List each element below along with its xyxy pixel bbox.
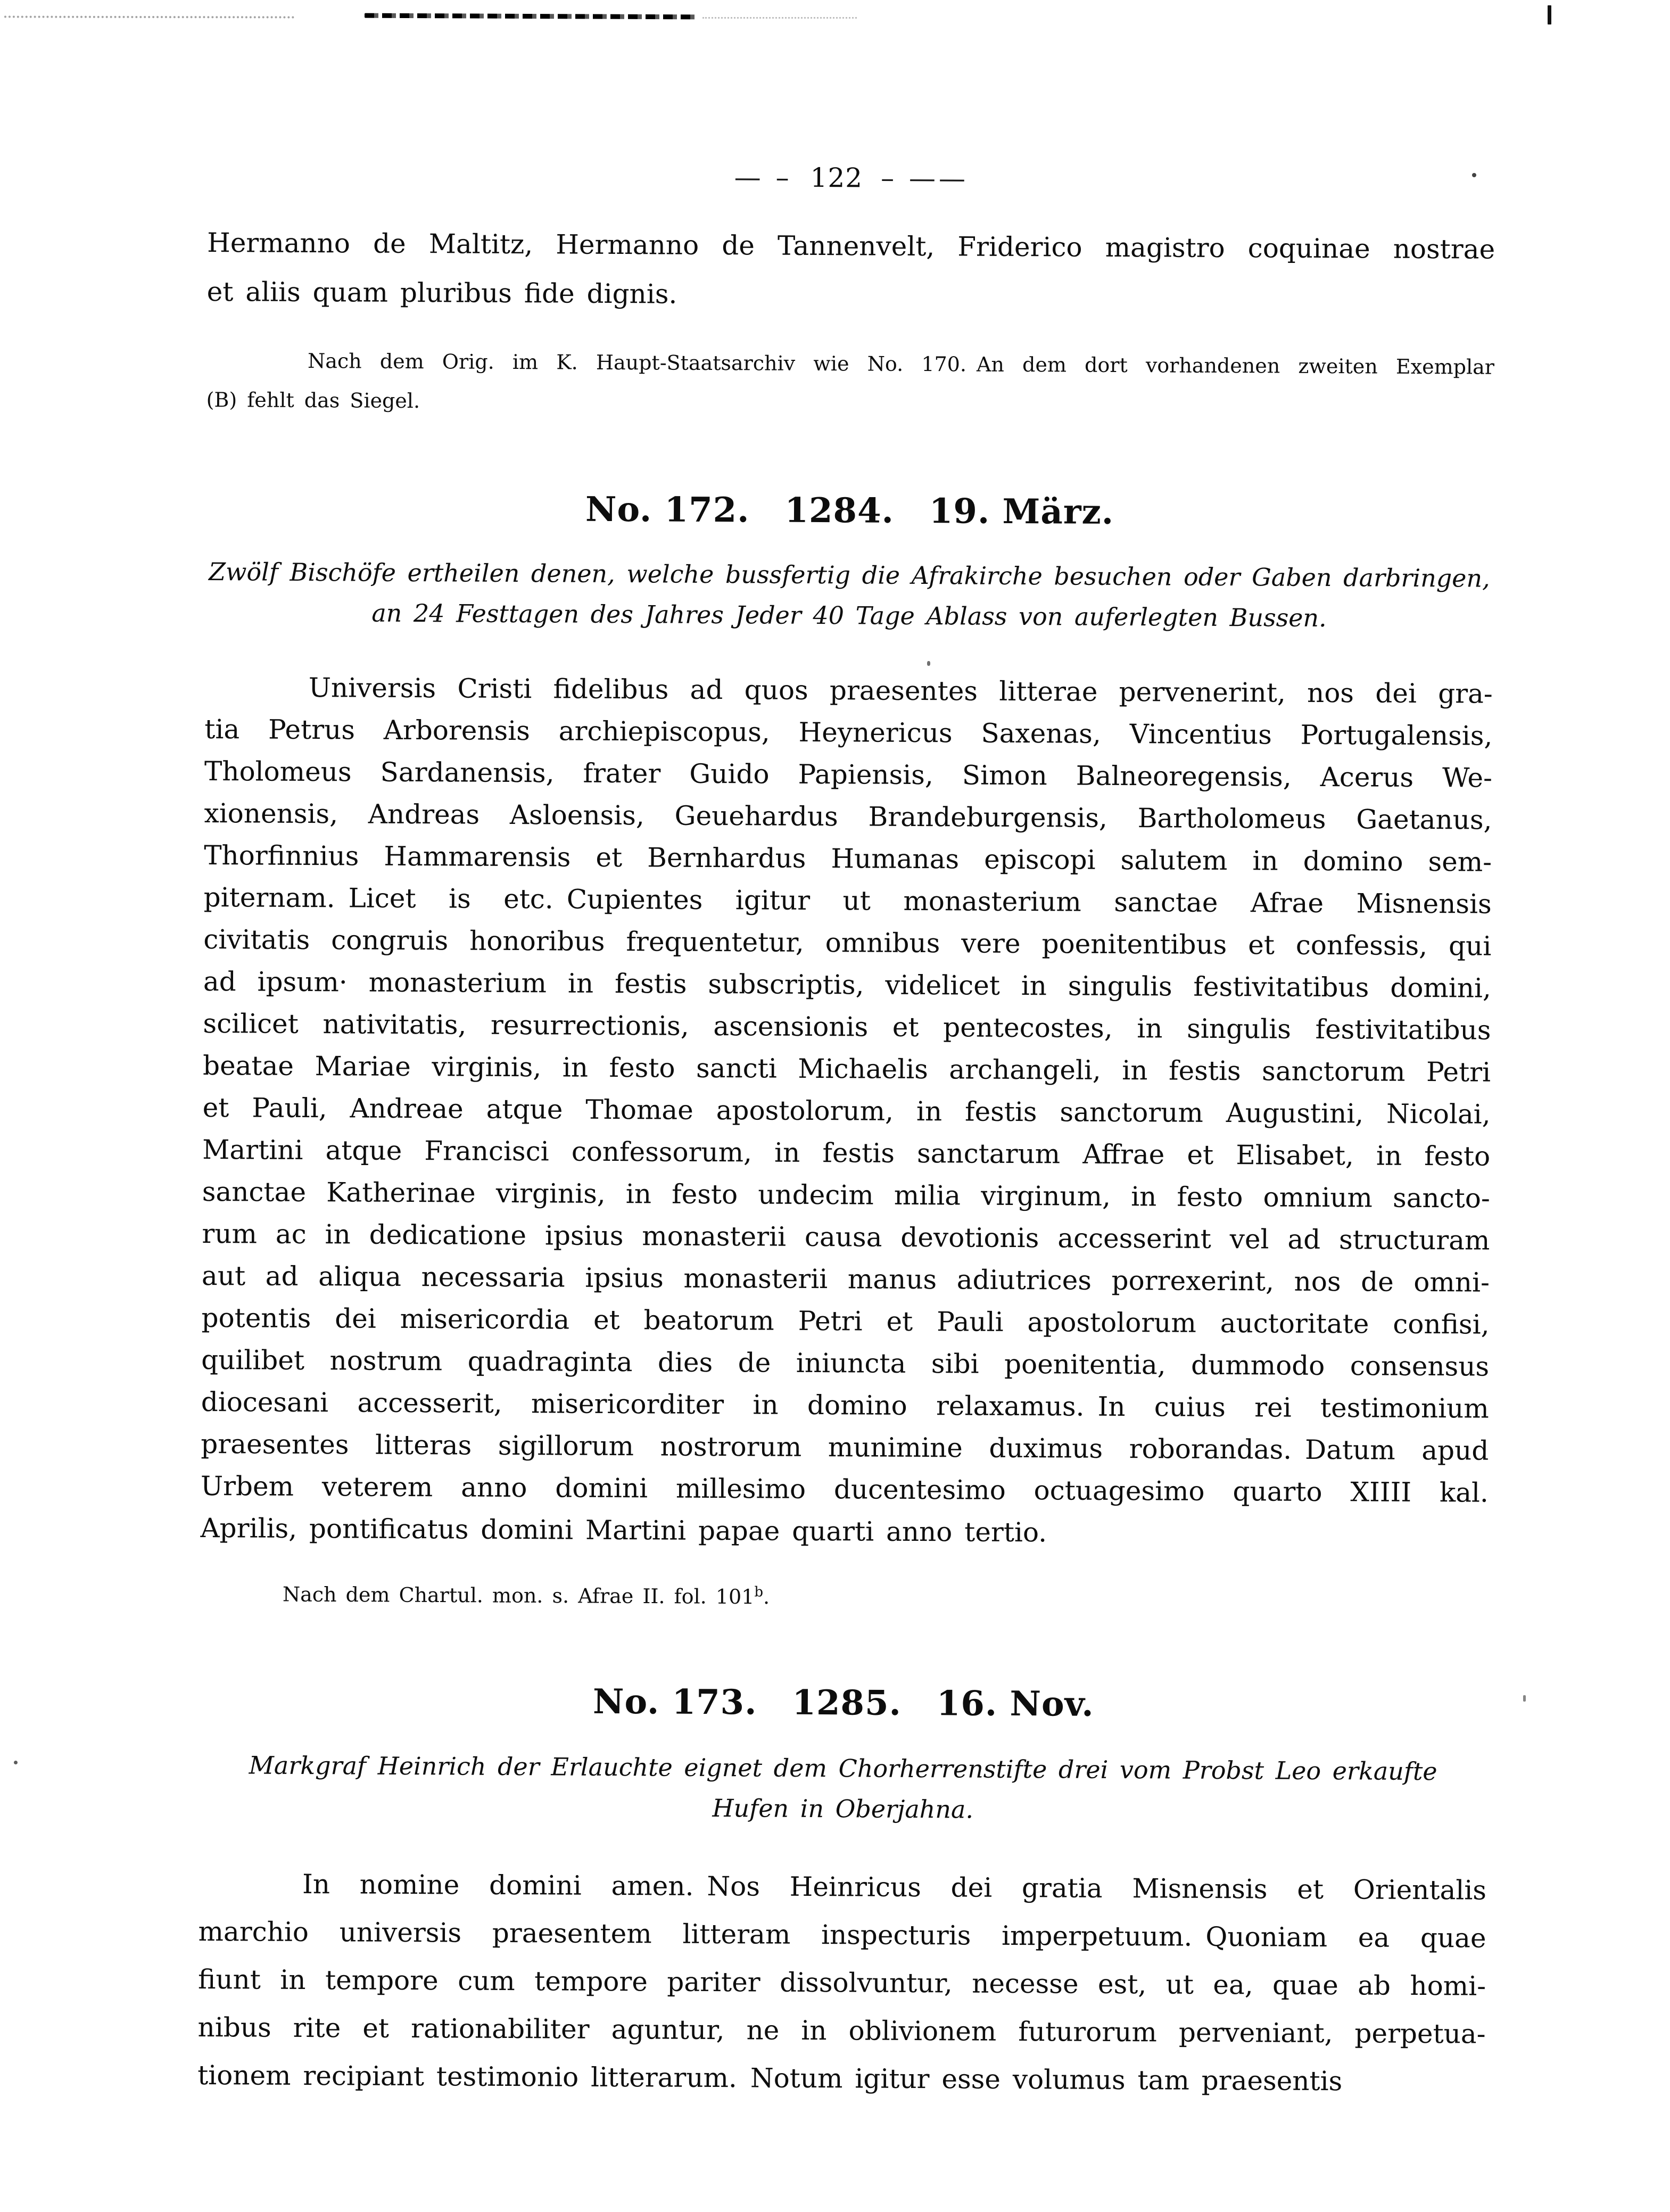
scan-artifact-tick-right-margin <box>1523 1695 1526 1702</box>
text-line: aut ad aliqua necessaria ipsius monasterii manus adiutrices porrexerint, nos de omni- <box>201 1260 1490 1298</box>
text-line: tionem recipiant testimonio litterarum. Notum igitur esse volumus tam praesentis <box>197 2059 1343 2097</box>
text-line: Hermanno de Maltitz, Hermanno de Tannenvelt, Friderico magistro coquinae nostrae <box>207 227 1495 265</box>
document-body-173 <box>197 1860 1486 2106</box>
page-header <box>208 160 1495 196</box>
text-block <box>197 160 1495 2106</box>
scan-artifact-corner-tick <box>1548 5 1551 24</box>
text-line: Urbem veterem anno domini millesimo ducentesimo octuagesimo quarto XIIII kal. <box>200 1470 1489 1508</box>
scan-artifact-top-smudge-line <box>365 13 697 20</box>
document-body-172 <box>200 666 1493 1556</box>
text-line: et Pauli, Andreae atque Thomae apostolorum, in festis sanctorum Augustini, Nicolai, <box>202 1092 1491 1130</box>
page-number-rule-right: – —— <box>880 162 969 194</box>
text-line: Universis Cristi fidelibus ad quos praesentes litterae pervenerint, nos dei gra- <box>308 672 1493 709</box>
text-line: rum ac in dedicatione ipsius monasterii causa devotionis accesserint vel ad structuram <box>202 1218 1490 1256</box>
text-line: Zwölf Bischöfe ertheilen denen, welche bussfertig die Afrakirche besuchen oder Gaben darbringen, <box>208 557 1490 593</box>
source-note-172-superscript: b <box>754 1584 764 1600</box>
text-line: marchio universis praesentem litteram inspecturis imperpetuum. Quoniam ea quae <box>198 1916 1486 1954</box>
text-line: quilibet nostrum quadraginta dies de iniuncta sibi poenitentia, dummodo consensus <box>201 1344 1490 1382</box>
continuation-paragraph <box>206 218 1495 323</box>
text-line: Tholomeus Sardanensis, frater Guido Papiensis, Simon Balneoregensis, Acerus We- <box>204 755 1493 794</box>
document-regest-172 <box>205 551 1493 639</box>
page-number: 122 <box>810 162 863 194</box>
scan-artifact-top-speckles-left <box>4 16 294 19</box>
text-line: Markgraf Heinrich der Erlauchte eignet dem Chorherrenstifte drei vom Probst Leo erkaufte <box>249 1751 1437 1786</box>
scan-artifact-dot-left-margin <box>14 1761 18 1764</box>
source-note-172-suffix: . <box>763 1585 770 1609</box>
text-line: xionensis, Andreas Asloensis, Geuehardus Brandeburgensis, Bartholomeus Gaetanus, <box>204 797 1492 836</box>
text-line: potentis dei misericordia et beatorum Petri et Pauli apostolorum auctoritate confisi, <box>201 1302 1490 1340</box>
text-line: piternam. Licet is etc. Cupientes igitur ut monasterium sanctae Afrae Misnensis <box>203 881 1492 920</box>
text-line: fiunt in tempore cum tempore pariter dissolvuntur, necesse est, ut ea, quae ab homi- <box>197 1963 1486 2002</box>
text-line: Aprilis, pontificatus domini Martini papae quarti anno tertio. <box>200 1512 1047 1548</box>
text-line: Thorfinnius Hammarensis et Bernhardus Humanas episcopi salutem in domino sem- <box>204 839 1492 878</box>
text-line: et aliis quam pluribus fide dignis. <box>206 276 677 310</box>
page-number-rule-left: — – <box>734 162 792 193</box>
document-heading-173: No. 173. 1285. 16. Nov. <box>592 1681 1094 1724</box>
text-line: (B) fehlt das Siegel. <box>206 387 420 413</box>
source-note-previous <box>206 341 1494 426</box>
text-line: Nach dem Orig. im K. Haupt-Staatsarchiv wie No. 170. An dem dort vorhandenen zweiten Exemplar <box>307 349 1495 379</box>
text-line: beatae Mariae virginis, in festo sancti Michaelis archangeli, in festis sanctorum Petri <box>202 1050 1491 1088</box>
text-line: diocesani accesserit, misericorditer in domino relaxamus. In cuius rei testimonium <box>201 1386 1489 1424</box>
text-line: tia Petrus Arborensis archiepiscopus, Heynericus Saxenas, Vincentius Portugalensis, <box>204 713 1493 752</box>
text-line: civitatis congruis honoribus frequentetur, omnibus vere poenitentibus et confessis, qui <box>203 923 1492 962</box>
scan-artifact-top-speckles-right <box>702 17 857 19</box>
text-line: an 24 Festtagen des Jahres Jeder 40 Tage Ablass von auferlegten Bussen. <box>371 598 1327 633</box>
document-heading-172: No. 172. 1284. 19. März. <box>585 489 1114 532</box>
text-line: praesentes litteras sigillorum nostrorum munimine duximus roborandas. Datum apud <box>201 1428 1489 1466</box>
text-line: scilicet nativitatis, resurrectionis, ascensionis et pentecostes, in singulis festivitatibus <box>203 1008 1491 1046</box>
text-line: Hufen in Oberjahna. <box>712 1793 974 1824</box>
source-note-172 <box>200 1577 1488 1613</box>
source-note-172-text: Nach dem Chartul. mon. s. Afrae II. fol. 101 <box>282 1582 755 1609</box>
document-regest-173 <box>199 1745 1487 1833</box>
text-line: Martini atque Francisci confessorum, in festis sanctarum Affrae et Elisabet, in festo <box>202 1134 1491 1172</box>
text-line: In nomine domini amen. Nos Heinricus dei gratia Misnensis et Orientalis <box>302 1868 1487 1906</box>
text-line: ad ipsum· monasterium in festis subscriptis, videlicet in singulis festivitatibus domini, <box>203 965 1492 1004</box>
text-line: nibus rite et rationabiliter aguntur, ne in oblivionem futurorum perveniant, perpetua- <box>197 2011 1486 2050</box>
text-line: sanctae Katherinae virginis, in festo undecim milia virginum, in festo omnium sancto- <box>202 1176 1490 1214</box>
